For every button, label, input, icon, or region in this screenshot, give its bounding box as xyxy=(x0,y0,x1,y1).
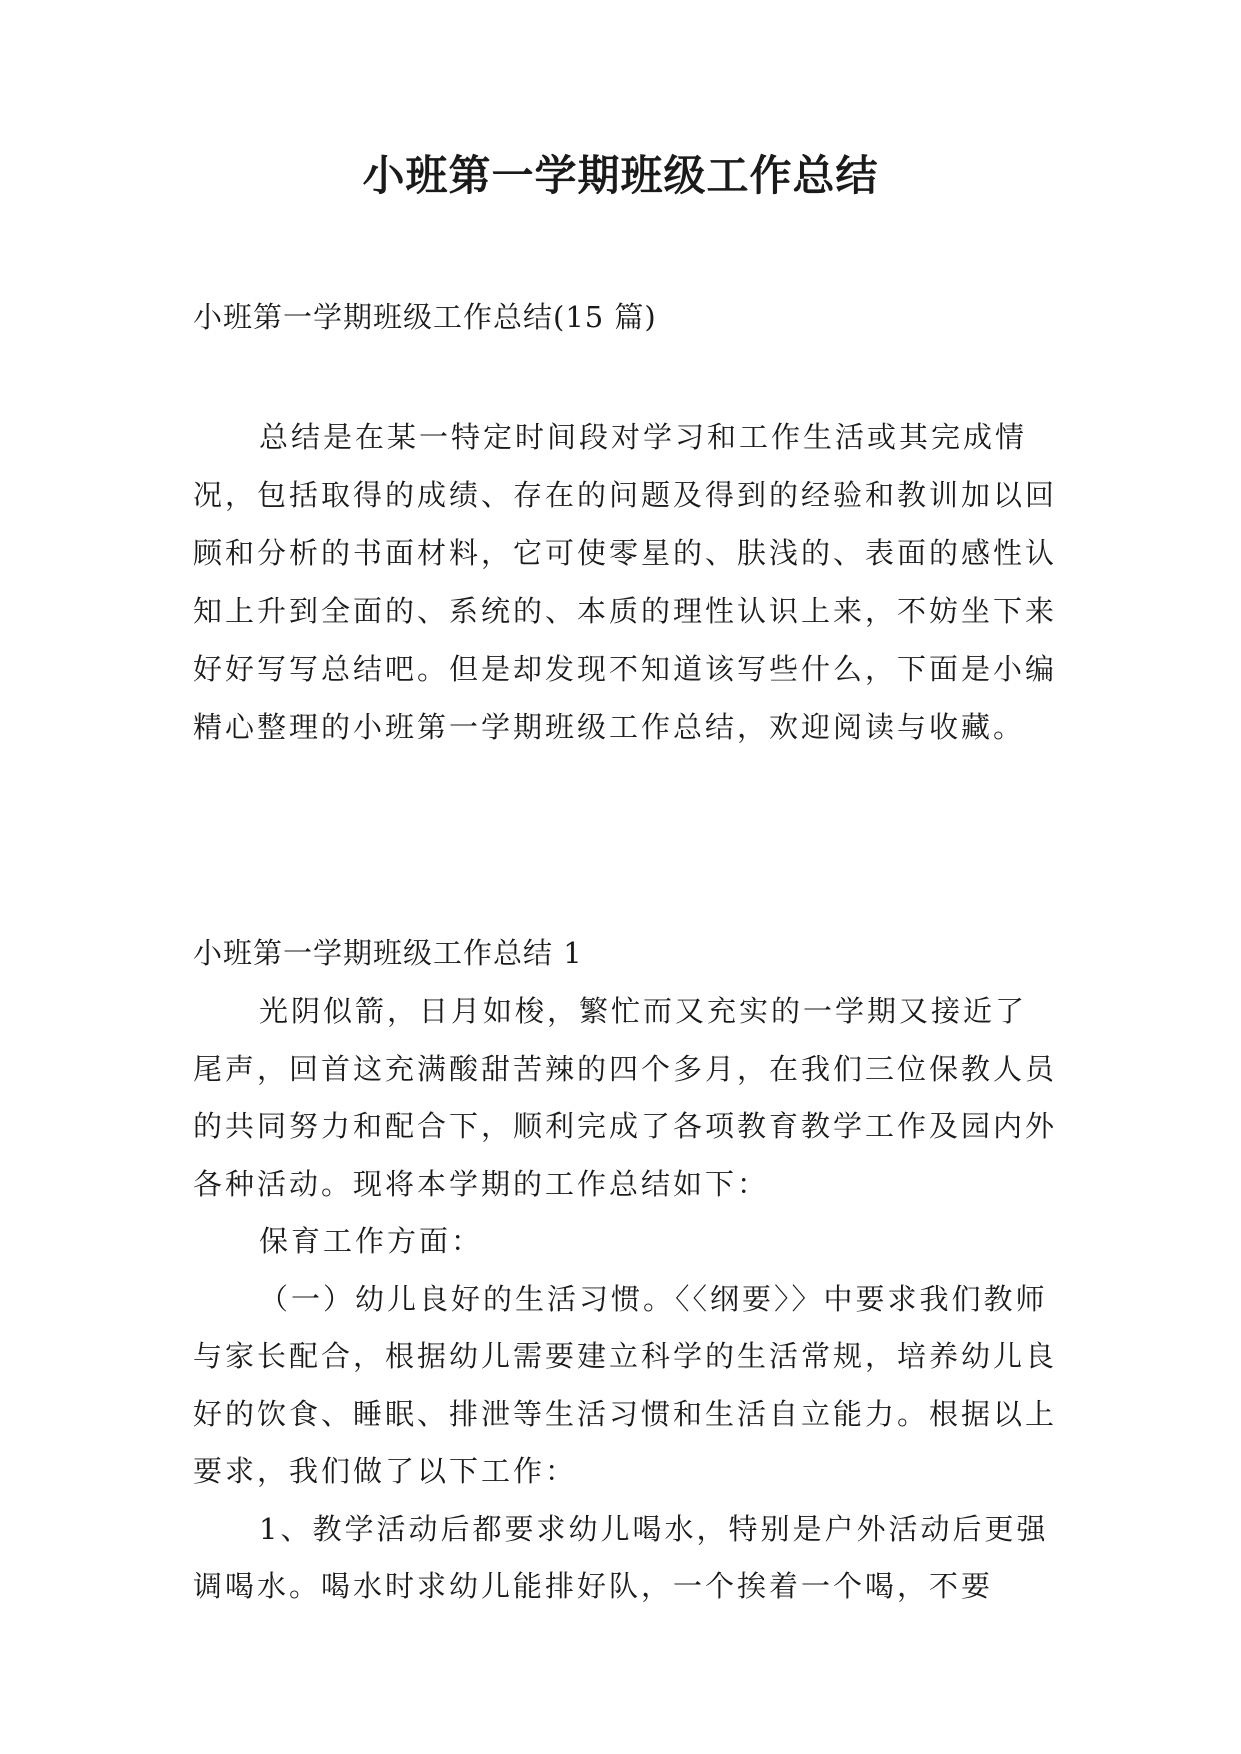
section-paragraph: 光阴似箭，日月如梭，繁忙而又充实的一学期又接近了尾声，回首这充满酸甜苦辣的四个多月，在我们三位保教人员的共同努力和配合下，顺利完成了各项教育教学工作及园内外各种活动。现将本学期的工作总结如下： xyxy=(193,994,1058,1201)
section-paragraph: 1、教学活动后都要求幼儿喝水，特别是户外活动后更强调喝水。喝水时求幼儿能排好队，一个挨着一个喝，不要 xyxy=(193,1511,1049,1603)
section-body xyxy=(193,983,1058,1616)
section-heading: 小班第一学期班级工作总结 1 xyxy=(193,936,583,970)
document-title: 小班第一学期班级工作总结 xyxy=(362,151,879,200)
section-paragraph: （一）幼儿良好的生活习惯。〈〈纲要〉〉中要求我们教师与家长配合，根据幼儿需要建立科学的生活常规，培养幼儿良好的饮食、睡眠、排泄等生活习惯和生活自立能力。根据以上要求，我们做了以下工作： xyxy=(193,1281,1058,1488)
document-subtitle: 小班第一学期班级工作总结(15 篇) xyxy=(193,300,657,334)
section-paragraph: 保育工作方面： xyxy=(259,1224,484,1258)
intro-paragraph: 总结是在某一特定时间段对学习和工作生活或其完成情况，包括取得的成绩、存在的问题及得到的经验和教训加以回顾和分析的书面材料，它可使零星的、肤浅的、表面的感性认知上升到全面的、系统的、本质的理性认识上来，不妨坐下来好好写写总结吧。但是却发现不知道该写些什么，下面是小编精心整理的小班第一学期班级工作总结，欢迎阅读与收藏。 xyxy=(193,420,1058,744)
